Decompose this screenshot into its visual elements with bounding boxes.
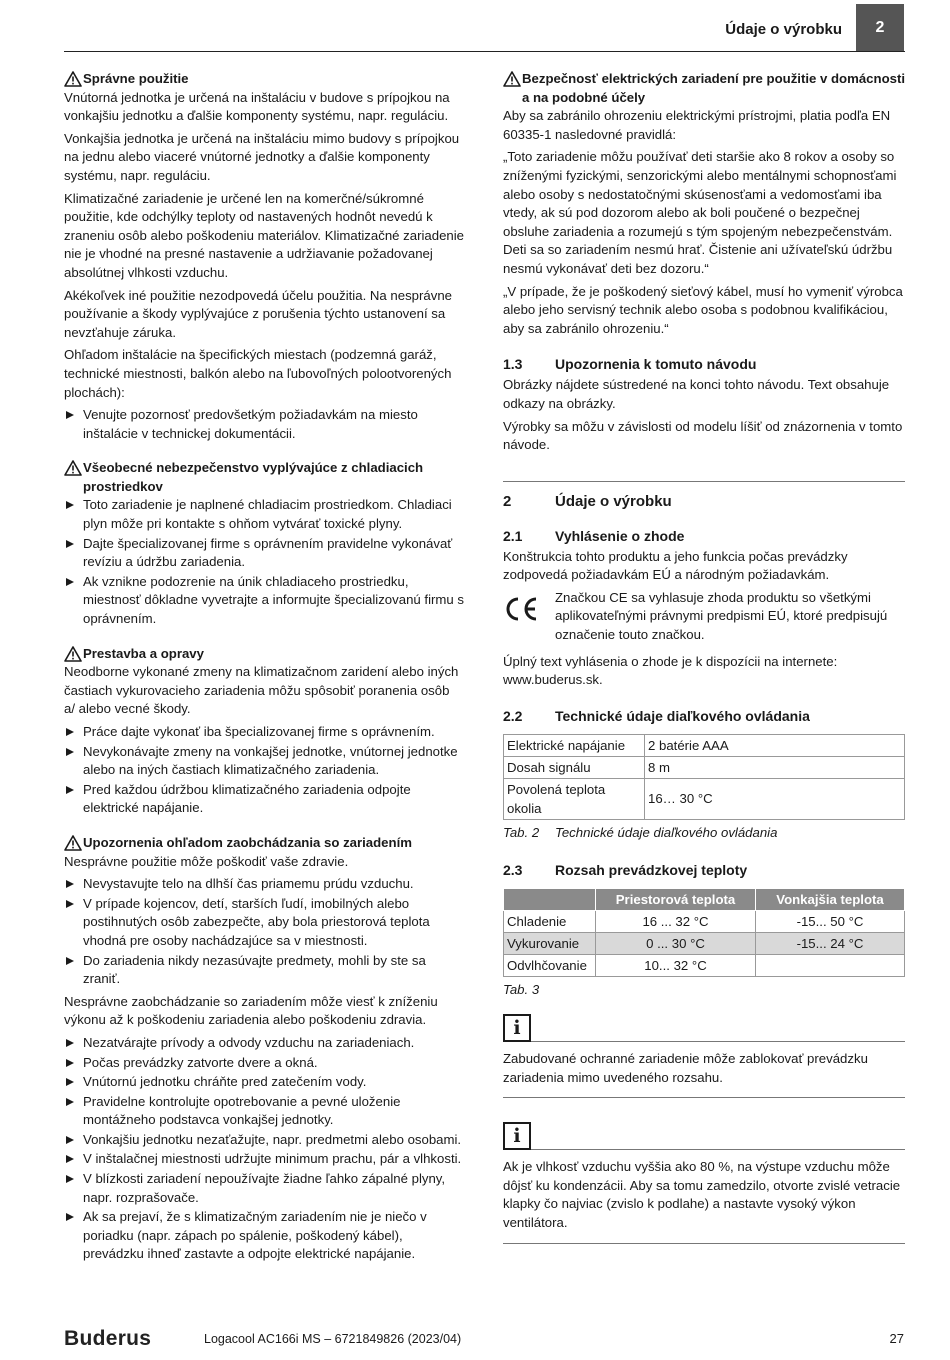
info-note-header bbox=[503, 1122, 905, 1150]
table-header-row bbox=[504, 889, 905, 911]
bullet-list bbox=[64, 1034, 464, 1264]
list-item: Ak vznikne podozrenie na únik chladiaceho prostriedku, miestnosť dôkladne vyvetrajte a informujte špecializovanú firmu s oprávnením. bbox=[64, 573, 464, 629]
paragraph: Aby sa zabránilo ohrozeniu elektrickými prístrojmi, platia podľa EN 60335-1 nasledovné pravidlá: bbox=[503, 108, 891, 142]
subheading bbox=[503, 526, 905, 546]
chapter-heading-number: 2 bbox=[503, 492, 512, 510]
paragraph: Výrobky sa môžu v závislosti od modelu líšiť od znázornenia v tomto návode. bbox=[503, 418, 903, 453]
info-note bbox=[503, 1122, 905, 1243]
subheading bbox=[503, 354, 905, 374]
section-electrical-safety bbox=[503, 70, 905, 338]
section-heading bbox=[64, 70, 464, 89]
section-refrigerant bbox=[64, 459, 464, 628]
section-repairs bbox=[64, 645, 464, 818]
ce-logo-icon bbox=[503, 595, 539, 623]
subheading-text: Rozsah prevádzkovej teploty bbox=[555, 862, 748, 879]
table-cell-value: 2 batérie AAA bbox=[645, 734, 905, 756]
table-row bbox=[504, 756, 905, 778]
section-heading bbox=[64, 459, 464, 496]
list-item: Nevykonávajte zmeny na vonkajšej jednotke, vnútornej jednotke alebo na iných častiach klimatizačného zariadenia. bbox=[64, 743, 464, 780]
table-cell-value: 16… 30 °C bbox=[645, 778, 905, 819]
list-item: Do zariadenia nikdy nezasúvajte predmety, mohli by ste sa zraniť. bbox=[64, 952, 464, 989]
footer-document-id: Logacool AC166i MS – 6721849826 (2023/04) bbox=[204, 1332, 462, 1346]
paragraph: Vnútorná jednotka je určená na inštaláciu v budove s prípojkou na vonkajšiu jednotku a ďalšie komponenty systému, napr. reguláciu. bbox=[64, 89, 450, 124]
header-rule bbox=[64, 51, 905, 52]
chapter-number-tab: 2 bbox=[856, 4, 904, 52]
info-note-rule bbox=[531, 1149, 905, 1150]
paragraph: „V prípade, že je poškodený sieťový kábel, musí ho vymeniť výrobca alebo jeho servisný technik alebo osoba s podobnou kvalifikáciou, aby sa zabránilo ohrozeniu.“ bbox=[503, 283, 903, 336]
info-icon: i bbox=[503, 1014, 531, 1042]
list-item: Venujte pozornosť predovšetkým požiadavkám na miesto inštalácie v technickej dokumentácii. bbox=[64, 406, 464, 443]
table-caption bbox=[503, 981, 905, 1000]
table-caption-text: Technické údaje diaľkového ovládania bbox=[555, 824, 778, 840]
table-cell-outdoor bbox=[756, 955, 905, 977]
paragraph: Zabudované ochranné zariadenie môže zablokovať prevádzku zariadenia mimo uvedeného rozsahu. bbox=[503, 1051, 868, 1085]
warning-triangle-icon bbox=[64, 646, 82, 662]
warning-triangle-icon bbox=[503, 71, 521, 87]
list-item: Toto zariadenie je naplnené chladiacim prostriedkom. Chladiaci plyn môže pri kontakte s ohňom vytvárať toxické plyny. bbox=[64, 496, 464, 533]
section-2-2 bbox=[503, 706, 905, 843]
paragraph: Akékoľvek iné použitie nezodpovedá účelu použitia. Na nesprávne používanie a škody vyplývajúce z porušenia týchto ustanovení sa nevzťahuje záruka. bbox=[64, 287, 453, 340]
section-correct-use bbox=[64, 70, 464, 443]
list-item: Vnútornú jednotku chráňte pred zatečením vody. bbox=[64, 1073, 464, 1092]
list-item: Pravidelne kontrolujte opotrebovanie a pevné uloženie montážneho podstavca vonkajšej jednotky. bbox=[64, 1093, 464, 1130]
info-note-header bbox=[503, 1014, 905, 1042]
table-header-cell: Vonkajšia teplota bbox=[756, 889, 905, 911]
subheading bbox=[503, 706, 905, 726]
list-item: Pred každou údržbou klimatizačného zariadenia odpojte elektrické napájanie. bbox=[64, 781, 464, 818]
paragraph: „Toto zariadenie môžu používať deti staršie ako 8 rokov a osoby so zníženými fyzickými, senzorickými alebo mentálnymi schopnosťami alebo osoby s nedostatočnými skúsenosťami a vedomosťami iba vtedy, ak sú pod dozorom alebo ak boli poučené o bezpečnej obsluhe zariadenia a rozumejú s tým spojeným nebezpečenstvám. Deti sa so zariadením nesmú hrať. Čistenie ani užívateľskú údržbu nesmú vykonávať deti bez dozoru.“ bbox=[503, 149, 897, 276]
subheading-number: 2.2 bbox=[503, 707, 523, 724]
bullet-list bbox=[64, 875, 464, 989]
bullet-list bbox=[64, 723, 464, 818]
table-caption bbox=[503, 824, 905, 843]
list-item: Ak sa prejaví, že s klimatizačným zariadením nie je niečo v poriadku (napr. zápach po spálenie, poškodený kábel), prevádzku ihneď zastavte a odpojte elektrické napájanie. bbox=[64, 1208, 464, 1264]
table-caption-number: Tab. 3 bbox=[503, 982, 540, 998]
paragraph: Nesprávne zaobchádzanie so zariadením môže viesť k zníženiu výkonu až k poškodeniu zariadenia alebo poškodeniu zdravia. bbox=[64, 993, 438, 1028]
table-cell-outdoor: -15... 24 °C bbox=[756, 933, 905, 955]
table-row bbox=[504, 933, 905, 955]
section-heading-text: Upozornenia ohľadom zaobchádzania so zariadením bbox=[83, 834, 412, 850]
table-cell-room: 16 ... 32 °C bbox=[596, 911, 756, 933]
list-item: Dajte špecializovanej firme s oprávnením pravidelne vykonávať revíziu a údržbu zariadenia. bbox=[64, 535, 464, 572]
section-heading-text: Prestavba a opravy bbox=[83, 645, 204, 661]
section-heading bbox=[64, 834, 464, 853]
warning-triangle-icon bbox=[64, 835, 82, 851]
table-row bbox=[504, 955, 905, 977]
table-header-cell bbox=[504, 889, 596, 911]
table-cell-room: 0 ... 30 °C bbox=[596, 933, 756, 955]
section-heading-text: Všeobecné nebezpečenstvo vyplývajúce z chladiacich prostriedkov bbox=[83, 460, 424, 494]
section-heading-text: Bezpečnosť elektrických zariadení pre použitie v domácnosti a na podobné účely bbox=[522, 71, 906, 105]
list-item: V inštalačnej miestnosti udržujte minimum prachu, pár a vlhkosti. bbox=[64, 1150, 464, 1169]
info-note-rule bbox=[531, 1041, 905, 1042]
paragraph: Ak je vlhkosť vzduchu vyššia ako 80 %, na výstupe vzduchu môže dôjsť ku kondenzácii. Aby sa tomu zamedzilo, otvorte zvislé vetracie klapky čo najviac (zvislo k podlahe) a nastavte vysoký výkon ventilátora. bbox=[503, 1159, 901, 1230]
paragraph: Konštrukcia tohto produktu a jeho funkcia počas prevádzky zodpovedá požiadavkám EÚ a národným požiadavkám. bbox=[503, 548, 848, 583]
info-note bbox=[503, 1014, 905, 1098]
table-cell-room: 10... 32 °C bbox=[596, 955, 756, 977]
paragraph: Vonkajšia jednotka je určená na inštaláciu mimo budovy s prípojkou na jednu alebo viaceré vnútorné jednotky a ďalšie komponenty systému, napr. reguláciu. bbox=[64, 130, 460, 183]
bullet-list bbox=[64, 406, 464, 443]
list-item: Práce dajte vykonať iba špecializovanej firme s oprávnením. bbox=[64, 723, 464, 742]
section-1-3 bbox=[503, 354, 905, 454]
paragraph: Nesprávne použitie môže poškodiť vaše zdravie. bbox=[64, 853, 349, 869]
paragraph: Úplný text vyhlásenia o zhode je k dispozícii na internete: www.buderus.sk. bbox=[503, 653, 838, 688]
table-cell-label: Povolená teplota okolia bbox=[504, 778, 645, 819]
table-cell-mode: Chladenie bbox=[504, 911, 596, 933]
table-cell-label: Elektrické napájanie bbox=[504, 734, 645, 756]
table-row bbox=[504, 778, 905, 819]
table-row bbox=[504, 911, 905, 933]
table-cell-mode: Odvlhčovanie bbox=[504, 955, 596, 977]
right-column bbox=[503, 70, 905, 1244]
table-header-cell: Priestorová teplota bbox=[596, 889, 756, 911]
table-cell-outdoor: -15... 50 °C bbox=[756, 911, 905, 933]
chapter-heading-text: Údaje o výrobku bbox=[555, 492, 672, 510]
list-item: Nevystavujte telo na dlhší čas priamemu prúdu vzduchu. bbox=[64, 875, 464, 894]
subheading-number: 2.1 bbox=[503, 527, 523, 544]
section-2-3 bbox=[503, 860, 905, 1000]
subheading-text: Upozornenia k tomuto návodu bbox=[555, 356, 757, 373]
paragraph: Značkou CE sa vyhlasuje zhoda produktu so všetkými aplikovateľnými právnymi predpismi EÚ, ktoré predpisujú označenie touto značkou. bbox=[555, 589, 888, 643]
table-caption-number: Tab. 2 bbox=[503, 824, 540, 840]
section-heading-text: Správne použitie bbox=[83, 71, 189, 86]
page-number: 27 bbox=[889, 1331, 904, 1346]
subheading-number: 2.3 bbox=[503, 862, 523, 879]
table-cell-mode: Vykurovanie bbox=[504, 933, 596, 955]
ce-mark-icon bbox=[503, 589, 555, 629]
paragraph: Ohľadom inštalácie na špecifických miestach (podzemná garáž, technické miestnosti, balkón alebo na ľubovoľných polootvorených plochách): bbox=[64, 347, 452, 400]
remote-tech-data-table bbox=[503, 734, 905, 820]
table-row bbox=[504, 734, 905, 756]
list-item: V blízkosti zariadení nepoužívajte žiadne ľahko zápalné plyny, napr. rozprašovače. bbox=[64, 1170, 464, 1207]
table-cell-value: 8 m bbox=[645, 756, 905, 778]
section-2-1 bbox=[503, 526, 905, 690]
info-icon: i bbox=[503, 1122, 531, 1150]
buderus-logo: Buderus bbox=[64, 1327, 152, 1350]
list-item: Vonkajšiu jednotku nezaťažujte, napr. predmetmi alebo osobami. bbox=[64, 1131, 464, 1150]
subheading bbox=[503, 860, 905, 880]
list-item: Počas prevádzky zatvorte dvere a okná. bbox=[64, 1054, 464, 1073]
paragraph: Klimatizačné zariadenie je určené len na komerčné/súkromné použitie, kde odchýlky teploty od nastavených hodnôt nevedú k zraneniu osôb alebo poškodeniu materiálov. Klimatizačné zariadenie nie je vhodné na presné nastavenie a udržiavanie požadovanej absolútnej vlhkosti vzduchu. bbox=[64, 190, 465, 280]
paragraph: Neodborne vykonané zmeny na klimatizačnom zaridení alebo iných častiach vykurovacieho zariadenia môžu spôsobiť poranenia osôb a/ alebo vecné škody. bbox=[64, 664, 459, 717]
chapter-heading bbox=[503, 481, 905, 512]
section-handling bbox=[64, 834, 464, 1264]
operating-temperature-table bbox=[503, 888, 905, 977]
ce-declaration bbox=[503, 589, 905, 649]
paragraph: Obrázky nájdete sústredené na konci tohto návodu. Text obsahuje odkazy na obrázky. bbox=[503, 377, 890, 411]
list-item: Nezatvárajte prívody a odvody vzduchu na zariadeniach. bbox=[64, 1034, 464, 1053]
section-heading bbox=[503, 70, 905, 107]
warning-triangle-icon bbox=[64, 71, 82, 87]
section-heading bbox=[64, 645, 464, 664]
table-cell-label: Dosah signálu bbox=[504, 756, 645, 778]
warning-triangle-icon bbox=[64, 460, 82, 476]
running-header-title: Údaje o výrobku bbox=[725, 21, 842, 38]
left-column bbox=[64, 70, 464, 1274]
subheading-text: Technické údaje diaľkového ovládania bbox=[555, 707, 810, 724]
subheading-number: 1.3 bbox=[503, 356, 523, 373]
bullet-list bbox=[64, 496, 464, 628]
list-item: V prípade kojencov, detí, starších ľudí, imobilných alebo postihnutých osôb zabezpečte, aby bola priestorová teplota vhodná pre osoby nachádzajúce sa v miestnosti. bbox=[64, 895, 464, 951]
subheading-text: Vyhlásenie o zhode bbox=[555, 527, 685, 544]
